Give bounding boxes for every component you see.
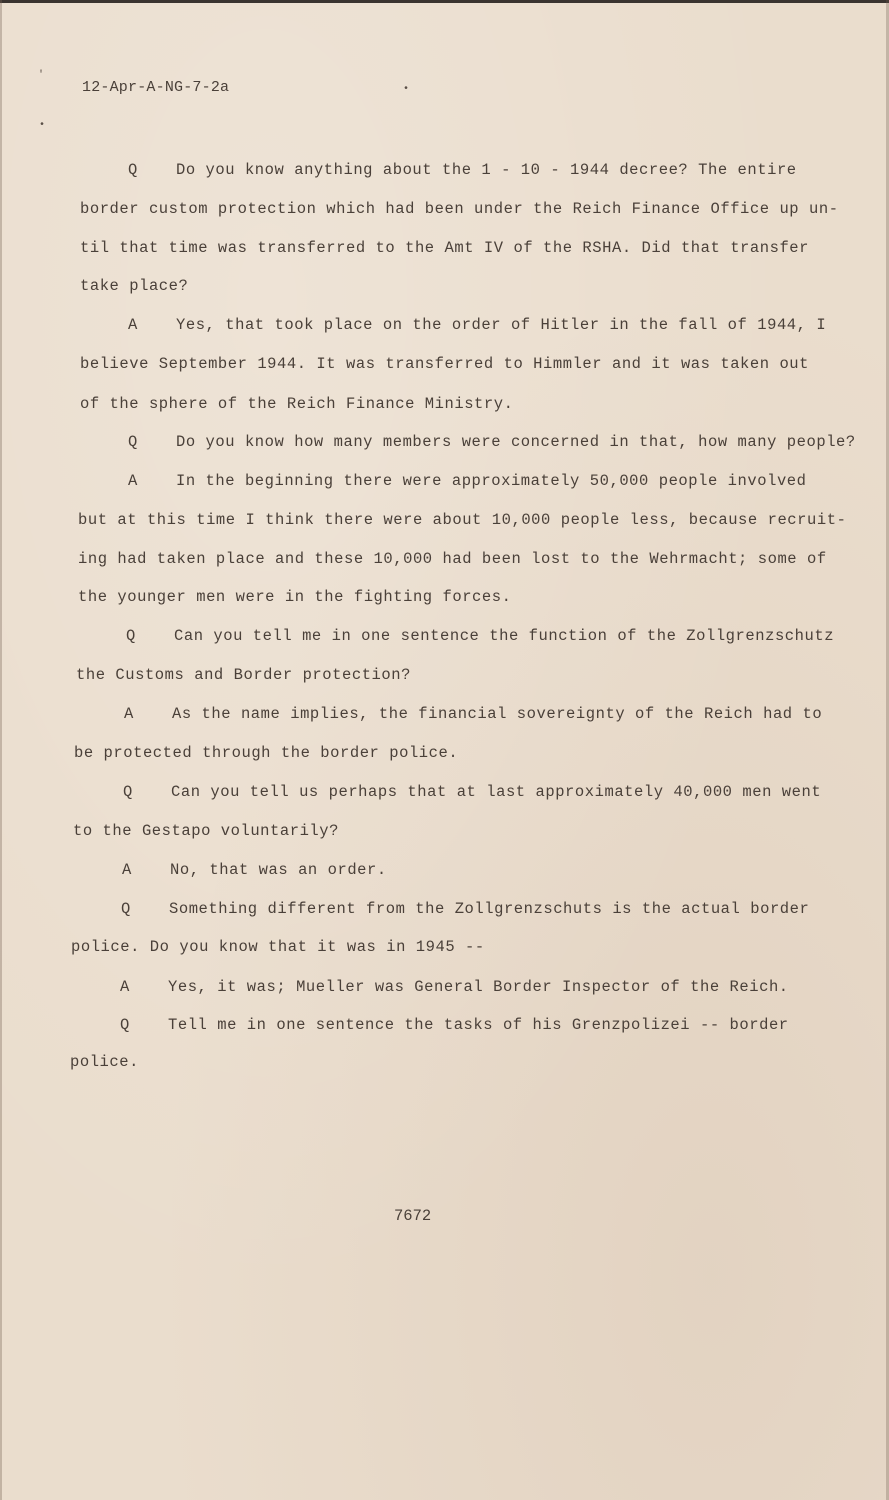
speaker-label: A xyxy=(124,705,134,723)
transcript-line: but at this time I think there were about 10,000 people less, because recruit- xyxy=(78,511,847,529)
speaker-label: Q xyxy=(121,900,131,918)
margin-dot-mark: • xyxy=(39,120,46,131)
transcript-line: No, that was an order. xyxy=(170,861,387,879)
transcript-line: believe September 1944. It was transferred to Himmler and it was taken out xyxy=(80,355,810,373)
transcript-line: police. xyxy=(70,1053,139,1071)
transcript-line: the Customs and Border protection? xyxy=(76,666,411,684)
transcript-line: Something different from the Zollgrenzschuts is the actual border xyxy=(169,900,810,918)
transcript-line: In the beginning there were approximately 50,000 people involved xyxy=(176,472,807,490)
speaker-label: Q xyxy=(128,161,138,179)
transcript-line: Tell me in one sentence the tasks of his Grenzpolizei -- border xyxy=(168,1016,789,1034)
transcript-line: Can you tell us perhaps that at last approximately 40,000 men went xyxy=(171,783,822,801)
transcript-line: take place? xyxy=(80,277,189,295)
transcript-line: Yes, it was; Mueller was General Border Inspector of the Reich. xyxy=(168,978,789,996)
speaker-label: A xyxy=(128,472,138,490)
transcript-line: Yes, that took place on the order of Hitler in the fall of 1944, I xyxy=(176,316,827,334)
speaker-label: A xyxy=(122,861,132,879)
document-id: 12-Apr-A-NG-7-2a xyxy=(82,79,230,96)
margin-tick-mark: ′ xyxy=(38,70,45,81)
transcript-line: ing had taken place and these 10,000 had been lost to the Wehrmacht; some of xyxy=(78,550,827,568)
speaker-label: A xyxy=(128,316,138,334)
page-number: 7672 xyxy=(394,1207,432,1225)
transcript-line: border custom protection which had been under the Reich Finance Office up un- xyxy=(80,200,839,218)
transcript-line: til that time was transferred to the Amt IV of the RSHA. Did that transfer xyxy=(80,239,810,257)
speaker-label: Q xyxy=(126,627,136,645)
page-left-edge xyxy=(0,0,2,1500)
transcript-line: Do you know how many members were concerned in that, how many people? xyxy=(176,433,856,451)
page-top-edge xyxy=(0,0,889,3)
speaker-label: Q xyxy=(120,1016,130,1034)
transcript-line: of the sphere of the Reich Finance Ministry. xyxy=(80,395,514,413)
transcript-line: As the name implies, the financial sovereignty of the Reich had to xyxy=(172,705,823,723)
speaker-label: Q xyxy=(123,783,133,801)
transcript-line: to the Gestapo voluntarily? xyxy=(73,822,339,840)
transcript-line: police. Do you know that it was in 1945 -- xyxy=(71,938,485,956)
transcript-line: Do you know anything about the 1 - 10 - 1944 decree? The entire xyxy=(176,161,797,179)
transcript-line: the younger men were in the fighting forces. xyxy=(78,588,512,606)
speaker-label: Q xyxy=(128,433,138,451)
transcript-line: Can you tell me in one sentence the function of the Zollgrenzschutz xyxy=(174,627,835,645)
transcript-line: be protected through the border police. xyxy=(74,744,459,762)
speaker-label: A xyxy=(120,978,130,996)
header-dot-mark: • xyxy=(403,84,410,95)
